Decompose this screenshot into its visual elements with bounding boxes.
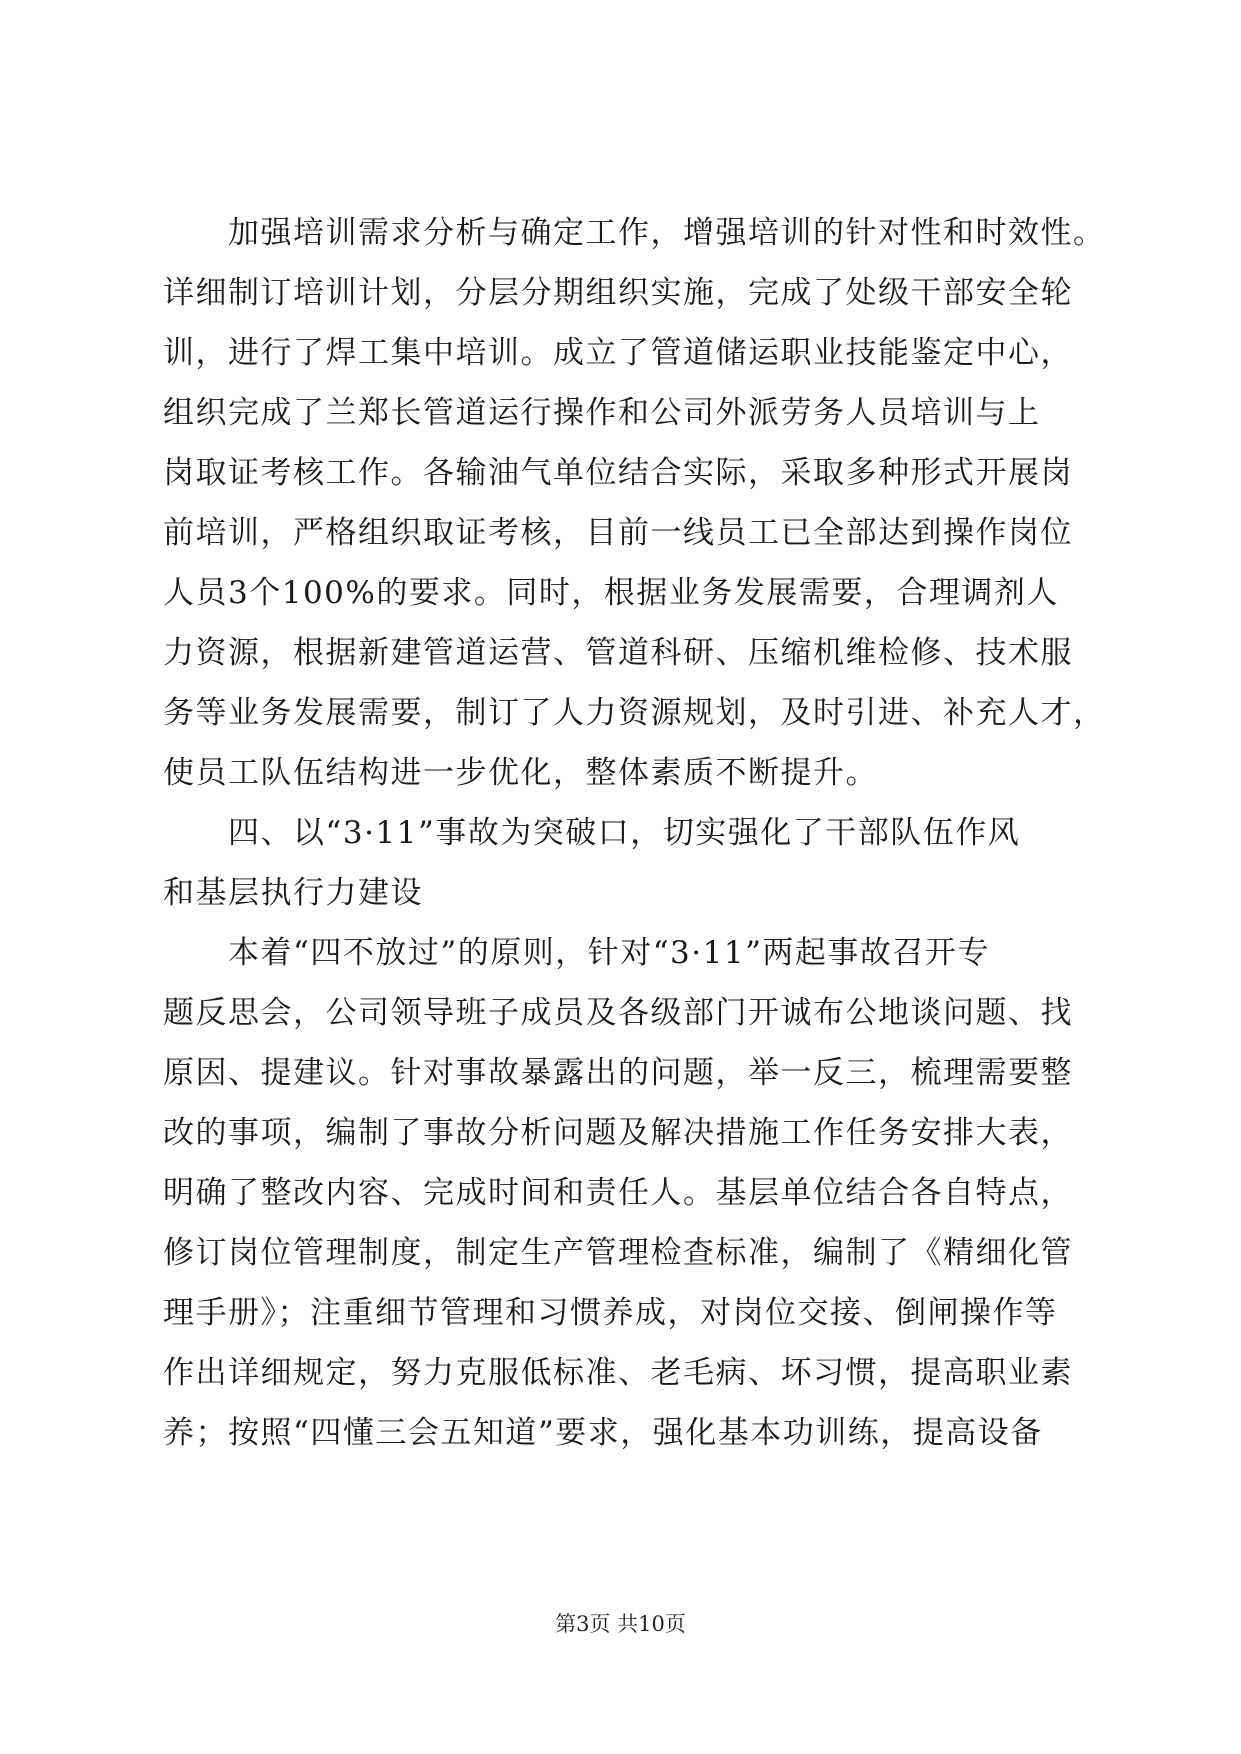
section-heading-line: 和基层执行力建设	[163, 875, 423, 911]
text-line: 加强培训需求分析与确定工作，增强培训的针对性和时效性。	[163, 215, 1106, 251]
text-line: 力资源，根据新建管道运营、管道科研、压缩机维检修、技术服	[163, 635, 1073, 671]
text-line: 本着“四不放过”的原则，针对“3·11”两起事故召开专	[163, 935, 990, 971]
text-line: 原因、提建议。针对事故暴露出的问题，举一反三，梳理需要整	[163, 1055, 1073, 1091]
document-body	[163, 203, 1106, 1463]
text-line: 修订岗位管理制度，制定生产管理检查标准，编制了《精细化管	[163, 1235, 1073, 1271]
section-heading-line: 四、以“3·11”事故为突破口，切实强化了干部队伍作风	[163, 815, 1021, 851]
text-line: 人员3个100%的要求。同时，根据业务发展需要，合理调剂人	[163, 575, 1059, 611]
text-line: 使员工队伍结构进一步优化，整体素质不断提升。	[163, 755, 878, 791]
text-line: 务等业务发展需要，制订了人力资源规划，及时引进、补充人才，	[163, 695, 1106, 731]
page-number: 第3页 共10页	[555, 1612, 686, 1636]
text-line: 组织完成了兰郑长管道运行操作和公司外派劳务人员培训与上	[163, 395, 1041, 431]
text-line: 详细制订培训计划，分层分期组织实施，完成了处级干部安全轮	[163, 275, 1073, 311]
text-line: 岗取证考核工作。各输油气单位结合实际，采取多种形式开展岗	[163, 455, 1073, 491]
text-line: 前培训，严格组织取证考核，目前一线员工已全部达到操作岗位	[163, 515, 1073, 551]
text-line: 题反思会，公司领导班子成员及各级部门开诚布公地谈问题、找	[163, 995, 1073, 1031]
text-line: 改的事项，编制了事故分析问题及解决措施工作任务安排大表，	[163, 1115, 1073, 1151]
text-line: 明确了整改内容、完成时间和责任人。基层单位结合各自特点，	[163, 1175, 1073, 1211]
text-line: 训，进行了焊工集中培训。成立了管道储运职业技能鉴定中心，	[163, 335, 1073, 371]
text-line: 理手册》；注重细节管理和习惯养成，对岗位交接、倒闸操作等	[163, 1295, 1058, 1331]
text-line: 作出详细规定，努力克服低标准、老毛病、坏习惯，提高职业素	[163, 1355, 1073, 1391]
text-line: 养；按照“四懂三会五知道”要求，强化基本功训练，提高设备	[163, 1415, 1043, 1451]
page-footer	[0, 1608, 1241, 1638]
